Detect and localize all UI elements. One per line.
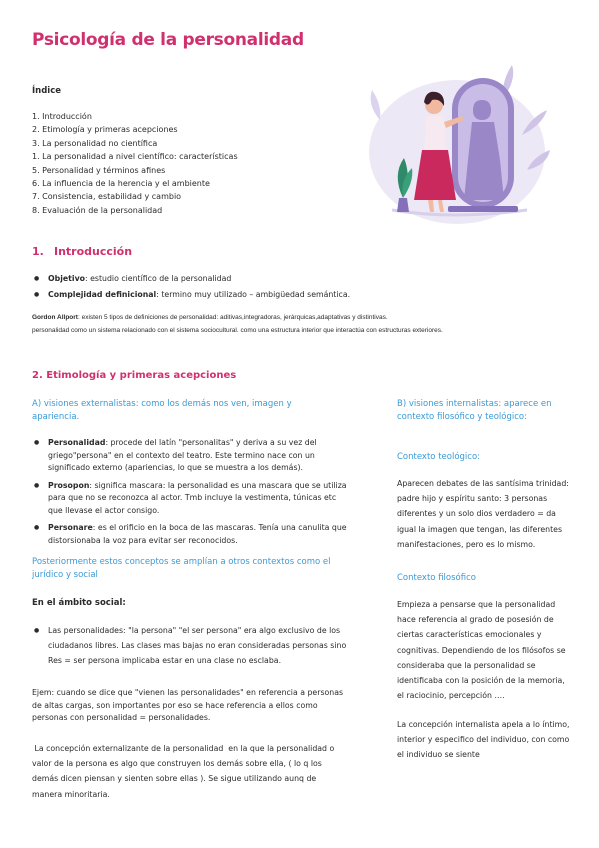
filosofico-paragraph: Empieza a pensarse que la personalidad hace referencia al grado de posesión de ciertas características emocionales y cognitivas. Dependiendo de los filósofos se consideraba que la personalidad se identificaba con la posición de la memoria, el raciocinio, percepción …. xyxy=(397,600,566,701)
term-label: Prosopon xyxy=(48,480,90,490)
index-item: 7. Consistencia, estabilidad y cambio xyxy=(32,192,182,202)
externalist-conclusion: La concepción externalizante de la personalidad en la que la personalidad o valor de la persona es algo que construyen los demás sobre ella, ( lo q los demás dicen piensan y sienten sobre ellas ). Se sigue utilizando aunq de manera minoritaria. xyxy=(32,744,337,799)
teologico-heading: Contexto teológico: xyxy=(397,452,481,462)
term-text: : es el orificio en la boca de las mascaras. Tenía una canulita que distorsionaba la voz para evitar ser reconocidos. xyxy=(48,523,347,545)
section1-heading xyxy=(32,245,132,258)
internalist-subtitle: B) visiones internalistas: aparece en contexto filosófico y teológico: xyxy=(397,399,552,422)
social-bullets xyxy=(32,624,348,668)
bullet-label: Objetivo xyxy=(48,274,86,283)
teologico-paragraph: Aparecen debates de las santísima trinidad: padre hijo y espíritu santo: 3 personas diferentes y un solo dios verdadero = da igual la imagen que tengan, las diferentes manifestaciones, pero es lo mismo. xyxy=(397,479,569,549)
index-item: 2. Etimología y primeras acepciones xyxy=(32,125,178,135)
allport-text: : existen 5 tipos de definiciones de personalidad: aditivas,integradoras, jerárquicas,adaptativas y distintivas. xyxy=(77,314,388,321)
bullet-text: : termino muy utilizado – ambigüedad semántica. xyxy=(156,289,351,299)
internalist-conclusion: La concepción internalista apela a lo íntimo, interior y especifico del individuo, con como el individuo se siente xyxy=(397,720,570,760)
bullet-label: Complejidad definicional xyxy=(48,289,157,299)
index-item: 8. Evaluación de la personalidad xyxy=(32,205,163,215)
term-text: : procede del latín "personalitas" y deriva a su vez del griego"persona" en el contexto del teatro. Este termino nace con un significado externo (apariencias, lo que se muestra a los demás). xyxy=(48,438,317,472)
allport-name: Gordon Allport xyxy=(32,314,78,321)
index-heading: Índice xyxy=(32,86,62,96)
section1-number: 1. xyxy=(32,245,44,258)
woman-mirror-illustration xyxy=(352,60,552,225)
index-item: 3. La personalidad no científica xyxy=(32,138,158,148)
list-item xyxy=(32,271,552,287)
example-paragraph: Ejem: cuando se dice que "vienen las personalidades" en referencia a personas de altas cargas, son importantes por eso se hace referencia a ellos como personas con personalidad = personalidades. xyxy=(32,688,344,723)
social-heading: En el ámbito social: xyxy=(32,598,126,608)
filosofico-heading: Contexto filosófico xyxy=(397,573,476,583)
bullet-text: : estudio científico de la personalidad xyxy=(85,274,232,283)
expansion-subtitle: Posteriormente estos conceptos se amplían a otros contextos como el jurídico y social xyxy=(32,557,331,580)
term-label: Personare xyxy=(48,523,93,532)
list-item xyxy=(32,522,348,547)
index-item: 5. Personalidad y términos afines xyxy=(32,165,166,175)
term-label: Personalidad xyxy=(48,438,106,447)
list-item xyxy=(32,437,348,475)
allport-line2: personalidad como un sistema relacionado con el sistema sociocultural. como una estructura interior que interactúa con estructuras exteriores. xyxy=(32,327,443,334)
section1-title: Introducción xyxy=(54,245,133,258)
list-item: ● Las personalidades: "la persona" "el ser persona" era algo exclusivo de los ciudadanos libres. Las clases mas bajas no eran consideradas personas sino Res = ser persona implicaba estar en una clase no esclaba. xyxy=(32,624,348,668)
section1-bullets xyxy=(32,271,552,302)
list-item xyxy=(32,480,348,518)
list-item xyxy=(32,287,552,303)
allport-note xyxy=(32,311,567,337)
index-item: 6. La influencia de la herencia y el ambiente xyxy=(32,179,210,189)
section2-heading: 2. Etimología y primeras acepciones xyxy=(32,370,237,381)
etymology-list xyxy=(32,437,348,552)
index-item: 1. La personalidad a nivel científico: características xyxy=(32,152,238,162)
page-title: Psicología de la personalidad xyxy=(32,30,304,50)
externalist-subtitle: A) visiones externalistas: como los demás nos ven, imagen y apariencia. xyxy=(32,399,292,422)
index-item: 1. Introducción xyxy=(32,112,92,121)
index-list xyxy=(32,110,238,217)
term-text: : significa mascara: la personalidad es una mascara que se utiliza para que no se reconozca al actor. Tmb incluye la vestimenta, túnicas etc que llevase el actor consigo. xyxy=(48,480,347,515)
